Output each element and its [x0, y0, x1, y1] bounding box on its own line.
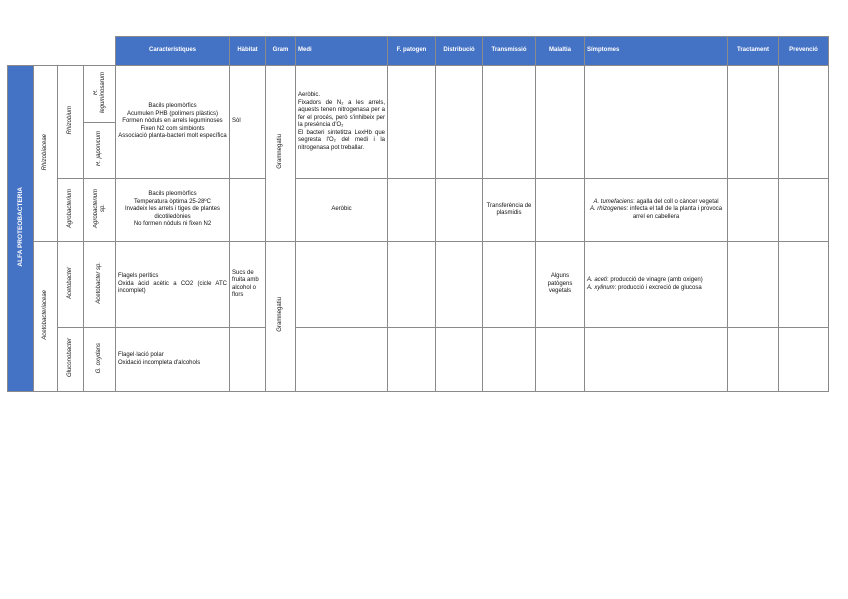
- header-row: [8, 37, 829, 66]
- tractament-cell: [728, 66, 779, 179]
- class-label-cell: [8, 66, 34, 392]
- malaltia-text: Alguns patògens vegetals: [547, 273, 573, 295]
- symptom-line: [587, 199, 725, 207]
- header-caracteristiques: Característiques: [116, 37, 230, 66]
- symptom-text: : producció i excreció de glucosa: [614, 284, 702, 291]
- gram-cell: [266, 66, 296, 242]
- symptom-line: [587, 277, 725, 285]
- tractament-cell: [728, 242, 779, 328]
- species-name: A. xylinum: [587, 284, 615, 291]
- header-spacer: [34, 37, 58, 66]
- gram-text: Gramnegatiu: [276, 134, 283, 170]
- f-patogen-cell: [388, 328, 436, 392]
- habitat-cell: [230, 328, 266, 392]
- transmissio-cell: [483, 242, 536, 328]
- table-row: [8, 66, 829, 123]
- caracteristiques-cell: [116, 66, 230, 179]
- habitat-cell: [230, 66, 266, 179]
- species-name: A. aceti: [587, 277, 608, 283]
- caract-line: Flagels perítics: [118, 273, 159, 280]
- malaltia-cell: [536, 242, 585, 328]
- symptom-text: : agalla del coll o càncer vegetal: [633, 198, 719, 205]
- species-label: R. leguminosarum: [92, 71, 106, 113]
- medi-line: El bacteri sintetitza LexHb que segresta l'O₂ del medi i la nitrogenasa pot treballar.: [298, 129, 385, 151]
- prevencio-cell: [779, 179, 829, 242]
- header-malaltia: Malaltia: [536, 37, 585, 66]
- simptomes-cell: [585, 242, 728, 328]
- caract-line: Fixen N2 com simbionts: [140, 125, 205, 132]
- genus-label: Agrobacterium: [66, 188, 73, 228]
- header-medi: Medi: [296, 37, 388, 66]
- header-gram: Gram: [266, 37, 296, 66]
- species-label: Acetobacter sp.: [95, 261, 102, 304]
- tractament-cell: [728, 328, 779, 392]
- caract-line: Acumulen PHB (polímers plàstics): [126, 110, 219, 117]
- species-cell: [84, 242, 116, 328]
- caract-line: Oxida àcid acètic a CO2 (cicle ATC incomplet): [118, 280, 227, 295]
- medi-cell: [296, 328, 388, 392]
- habitat-text: Sòl: [232, 118, 241, 125]
- header-distribucio: Distribució: [436, 37, 483, 66]
- genus-cell: [58, 242, 84, 328]
- gram-cell: [266, 242, 296, 392]
- simptomes-cell: [585, 328, 728, 392]
- prevencio-cell: [779, 242, 829, 328]
- species-cell: [84, 328, 116, 392]
- species-label: R. japonicum: [96, 131, 102, 167]
- transmissio-cell: [483, 328, 536, 392]
- genus-cell: [58, 328, 84, 392]
- bacteria-table: [7, 36, 829, 392]
- header-f-patogen: F. patogen: [388, 37, 436, 66]
- caract-line: Formen nòduls en arrels leguminoses: [122, 118, 223, 125]
- tractament-cell: [728, 179, 779, 242]
- header-prevencio: Prevenció: [779, 37, 829, 66]
- distribucio-cell: [436, 66, 483, 179]
- habitat-cell: [230, 179, 266, 242]
- transmissio-text: Transferència de plasmidis: [486, 202, 532, 216]
- species-cell: [84, 179, 116, 242]
- malaltia-cell: [536, 66, 585, 179]
- f-patogen-cell: [388, 179, 436, 242]
- table-row: [8, 242, 829, 328]
- header-spacer: [58, 37, 84, 66]
- species-cell: [84, 66, 116, 123]
- genus-cell: [58, 66, 84, 179]
- caracteristiques-cell: [116, 242, 230, 328]
- header-simptomes: Símptomes: [585, 37, 728, 66]
- distribucio-cell: [436, 242, 483, 328]
- medi-cell: [296, 66, 388, 179]
- table-row: [8, 179, 829, 242]
- symptom-line: [587, 206, 725, 221]
- family-cell: [34, 242, 58, 392]
- simptomes-cell: [585, 179, 728, 242]
- medi-line: Aeròbic.: [298, 92, 321, 98]
- f-patogen-cell: [388, 242, 436, 328]
- header-spacer: [8, 37, 34, 66]
- caract-line: Associació planta-bacteri molt específica: [118, 133, 227, 140]
- family-label: Rhizobiaceae: [41, 133, 48, 170]
- caract-line: No formen nòduls ni fixen N2: [133, 221, 212, 228]
- species-name: A. rhizogenes: [589, 206, 627, 213]
- header-tractament: Tractament: [728, 37, 779, 66]
- family-cell: [34, 66, 58, 242]
- caract-line: Bacils pleomòrfics: [148, 191, 197, 198]
- distribucio-cell: [436, 328, 483, 392]
- caract-line: Bacils pleomòrfics: [148, 103, 197, 110]
- prevencio-cell: [779, 66, 829, 179]
- symptom-line: [587, 285, 725, 293]
- distribucio-cell: [436, 179, 483, 242]
- header-spacer: [84, 37, 116, 66]
- caract-line: Oxidació incompleta d'alcohols: [118, 359, 201, 366]
- simptomes-cell: [585, 66, 728, 179]
- caract-line: Flagel·lació polar: [118, 352, 164, 358]
- malaltia-cell: [536, 328, 585, 392]
- transmissio-cell: [483, 179, 536, 242]
- malaltia-cell: [536, 179, 585, 242]
- caract-line: Invadeix les arrels i tiges de plantes dicotiledònies: [124, 206, 221, 220]
- table-row: [8, 328, 829, 392]
- genus-label: Acetobacter: [66, 266, 73, 299]
- header-habitat: Hàbitat: [230, 37, 266, 66]
- species-cell: [84, 123, 116, 179]
- medi-cell: [296, 179, 388, 242]
- symptom-text: : producció de vinagre (amb oxigen): [607, 277, 703, 283]
- habitat-text: Sucs de fruita amb alcohol o flors: [232, 269, 259, 298]
- genus-label: Rhizobium: [66, 106, 73, 135]
- class-label: ALFA PROTEOBACTERIA: [16, 186, 24, 267]
- genus-cell: [58, 179, 84, 242]
- f-patogen-cell: [388, 66, 436, 179]
- caracteristiques-cell: [116, 328, 230, 392]
- genus-label: Gluconobacter: [66, 338, 73, 378]
- gram-text: Gramnegatiu: [276, 297, 283, 333]
- species-label: G. oxydans: [95, 342, 102, 373]
- caracteristiques-cell: [116, 179, 230, 242]
- species-name: A. tumefaciens: [593, 198, 634, 205]
- habitat-cell: [230, 242, 266, 328]
- symptom-text: : infecta el tall de la planta i provoca arrel en cabellera: [626, 206, 723, 220]
- family-label: Acetobacteriaceae: [41, 289, 48, 340]
- medi-cell: [296, 242, 388, 328]
- medi-text: Aeròbic: [331, 206, 352, 213]
- header-transmissio: Transmissió: [483, 37, 536, 66]
- prevencio-cell: [779, 328, 829, 392]
- transmissio-cell: [483, 66, 536, 179]
- medi-line: Fixadors de N₂ a les arrels, aquests tenen nitrogenasa per a fer el procés, però s'inhibeix per la presència d'O₂: [298, 99, 385, 128]
- species-label: Agrobacterium sp.: [92, 188, 106, 228]
- caract-line: Temperatura òptima 25-28ºC: [134, 198, 211, 205]
